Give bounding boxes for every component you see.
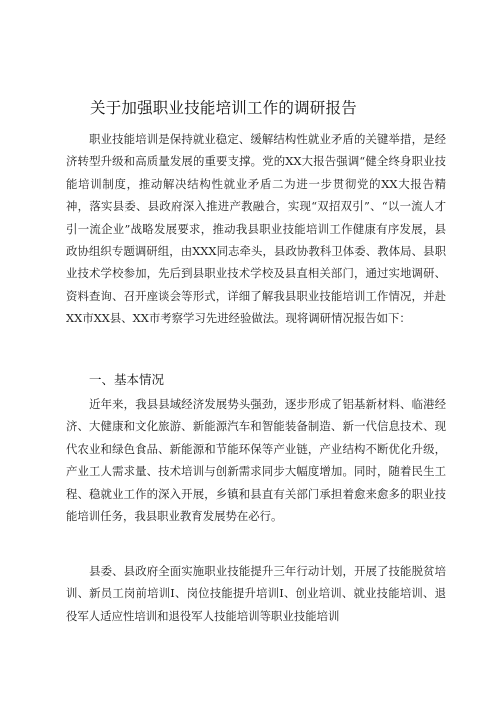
section-paragraph — [66, 560, 446, 627]
document-title: 关于加强职业技能培训工作的调研报告 — [90, 99, 357, 117]
intro-paragraph — [66, 128, 446, 330]
section-heading: 一、基本情况 — [89, 372, 165, 387]
intro-paragraph-text: 职业技能培训是保持就业稳定、缓解结构性就业矛盾的关键举措，是经济转型升级和高质量发展的重要支撑。党的XX大报告强调“健全终身职业技能培训制度，推动解决结构性就业矛盾二为进一步贯彻党的XX大报告精神，落实县委、县政府深入推进产教融合，实现“双招双引”、“以一流人才引一流企业”战略发展要求，推动我县职业技能培训工作健康有序发展，县政协组织专题调研组，由XXX同志牵头，县政协教科卫体委、教体局、县职业技术学校参加，先后到县职业技术学校及县直相关部门，通过实地调研、资料查询、召开座谈会等形式，详细了解我县职业技能培训工作情况，并赴XX市XX县、XX市考察学习先进经验做法。现将调研情况报告如下： — [66, 132, 446, 326]
section-paragraph-text: 近年来，我县县域经济发展势头强劲，逐步形成了铝基新材料、临港经济、大健康和文化旅游、新能源汽车和智能装备制造、新一代信息技术、现代农业和绿色食品、新能源和节能环保等产业链，产业结构不断优化升级，产业工人需求量、技术培训与创新需求同步大幅度增加。同时，随着民生工程、稳就业工作的深入开展，乡镇和县直有关部门承担着愈来愈多的职业技能培训任务，我县职业教育发展势在必行。 — [66, 397, 446, 524]
section-paragraph-text: 县委、县政府全面实施职业技能提升三年行动计划，开展了技能脱贫培训、新员工岗前培训Ⅰ、岗位技能提升培训Ⅰ、创业培训、就业技能培训、退役军人适应性培训和退役军人技能培训等职业技能培训 — [66, 564, 446, 623]
section-paragraph — [66, 393, 446, 527]
